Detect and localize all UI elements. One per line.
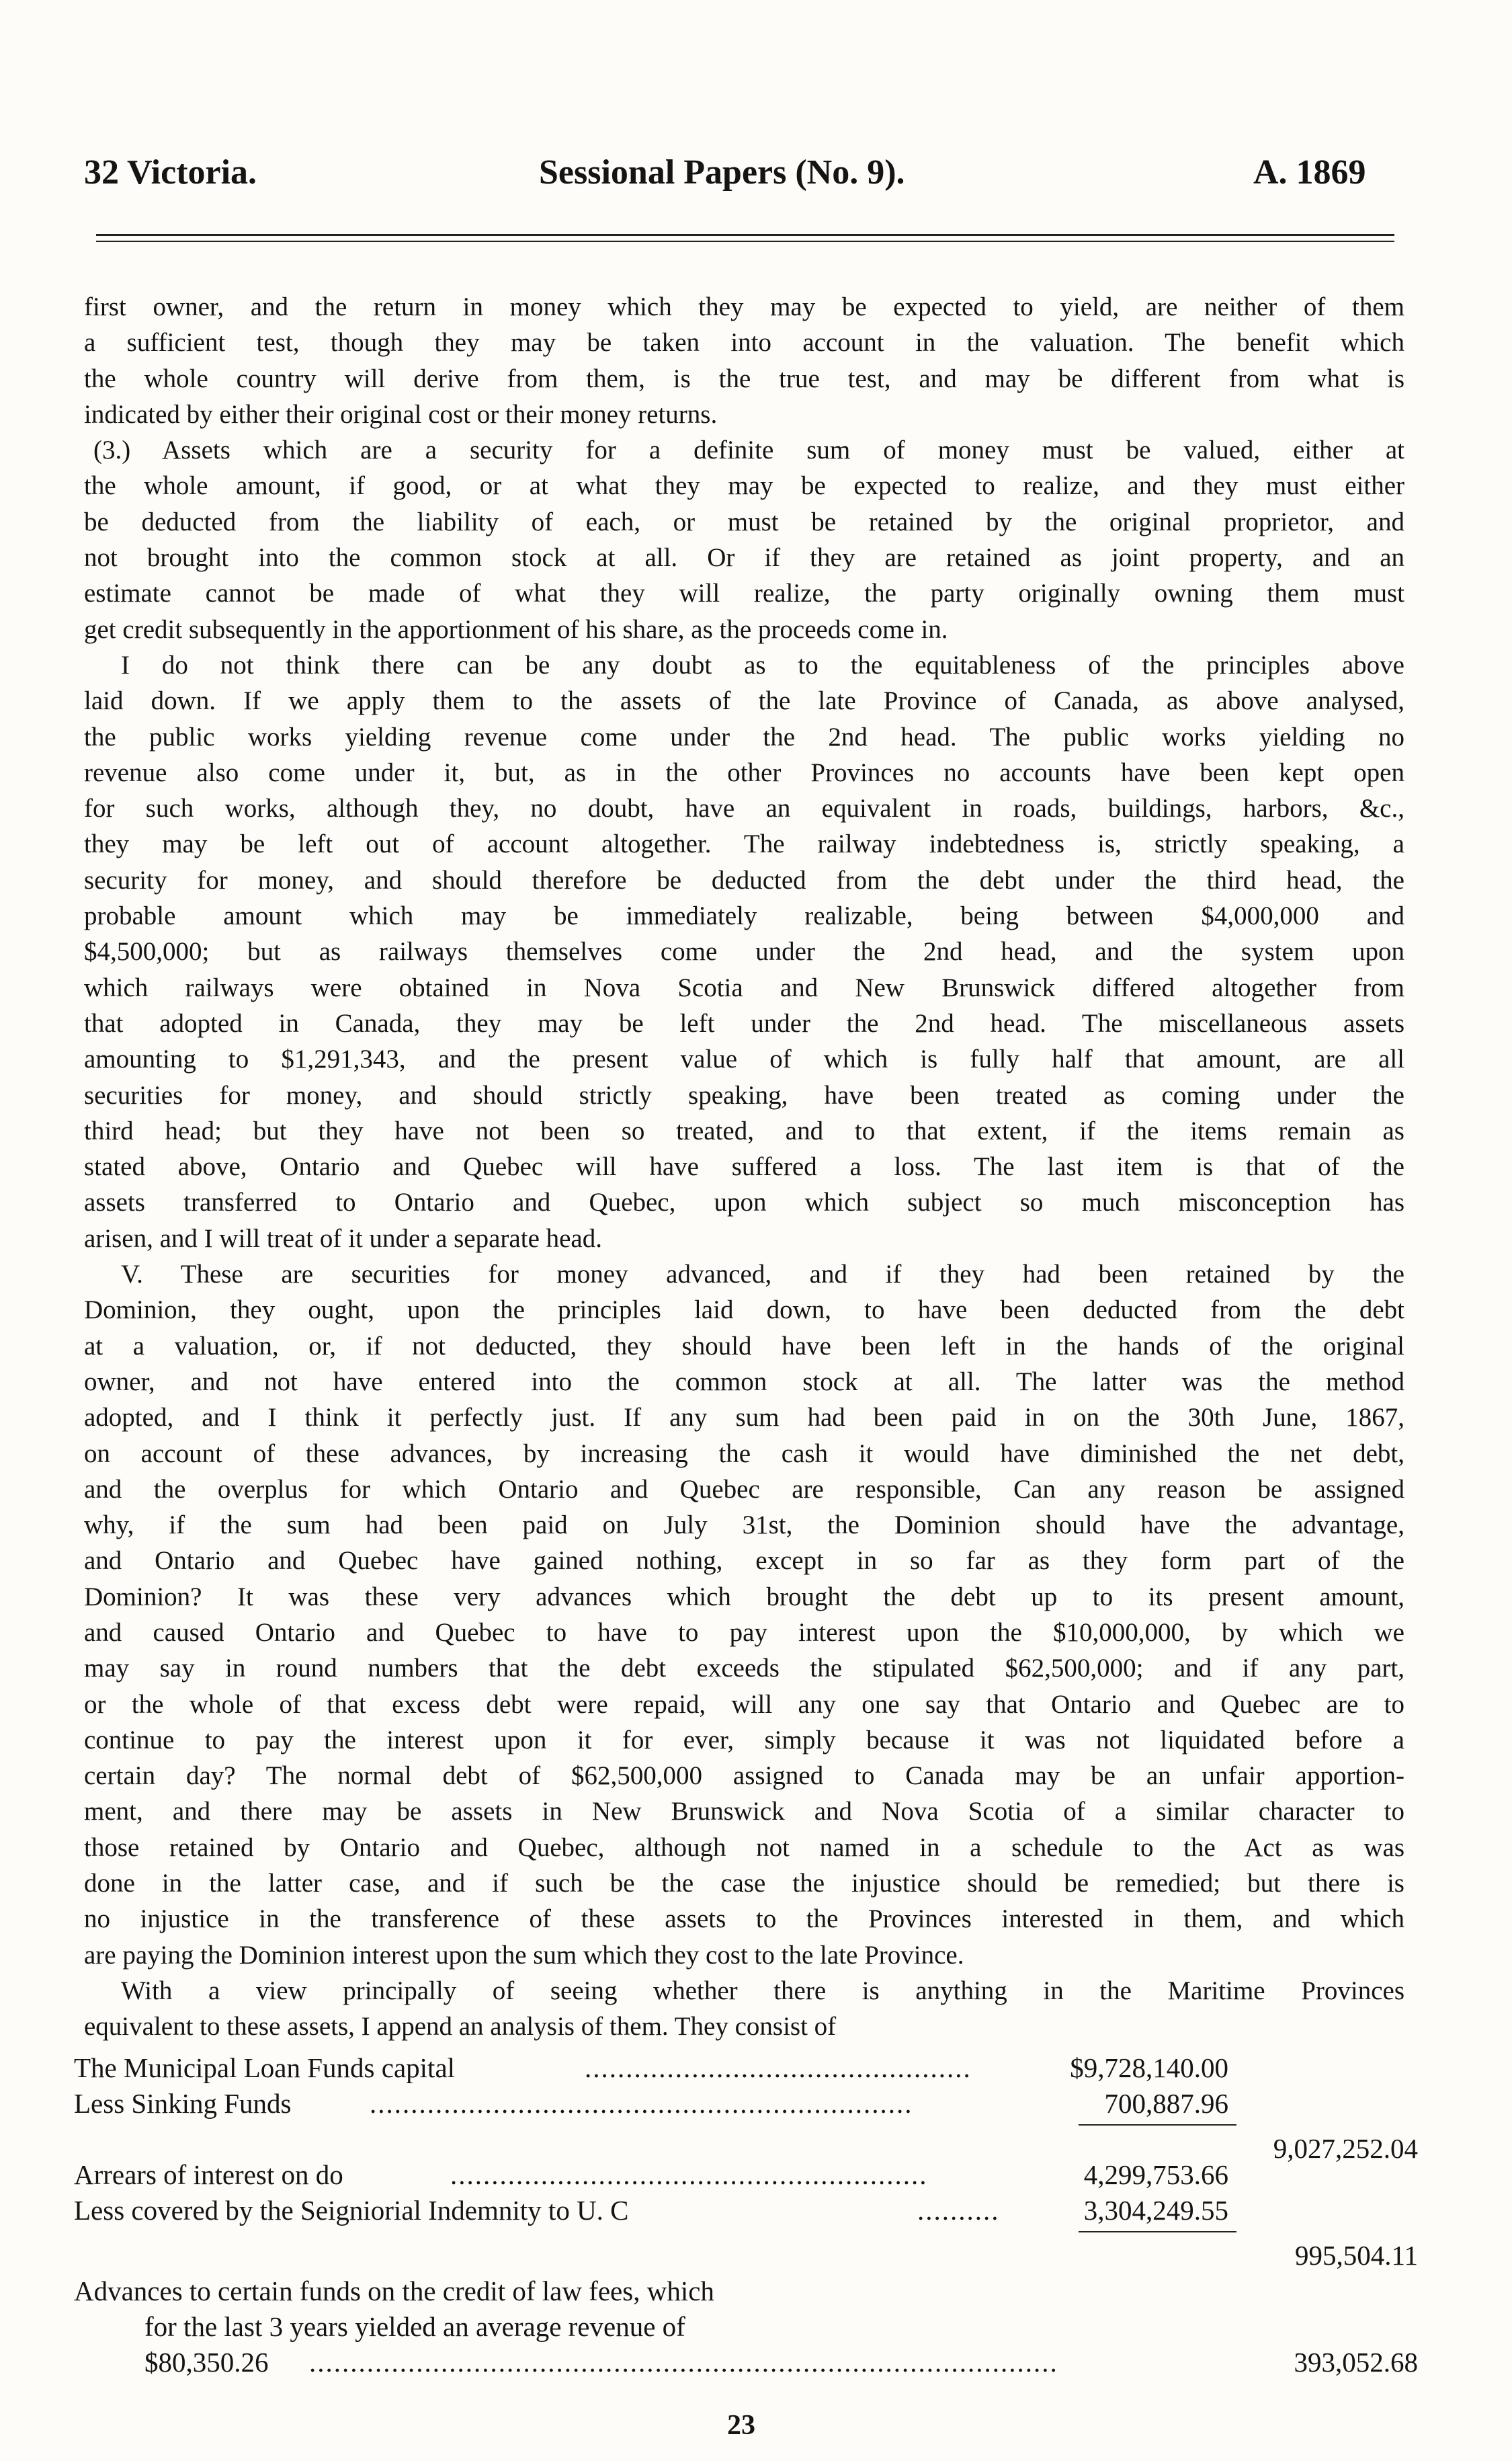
text-line: V. These are securities for money advanced, and if they had been retained by the: [121, 1260, 1404, 1289]
leader-dots: ...........................................................................................: [309, 2347, 1058, 2378]
schedule-label: $80,350.26: [144, 2347, 269, 2378]
text-line: certain day? The normal debt of $62,500,000 assigned to Canada may be an unfair apportion-: [84, 1761, 1404, 1791]
text-line: continue to pay the interest upon it for ever, simply because it was not liquidated before a: [84, 1725, 1404, 1754]
text-line: that adopted in Canada, they may be left under the 2nd head. The miscellaneous assets: [84, 1008, 1404, 1038]
header-rule-bottom: [96, 241, 1394, 242]
text-line: and Ontario and Quebec have gained nothing, except in so far as they form part of the: [84, 1546, 1404, 1576]
text-line: are paying the Dominion interest upon the sum which they cost to the late Province.: [84, 1940, 964, 1970]
text-line: indicated by either their original cost or their money returns.: [84, 399, 718, 429]
text-line: the whole country will derive from them, is the true test, and may be different from what is: [84, 364, 1404, 393]
text-line: amounting to $1,291,343, and the present value of which is fully half that amount, are all: [84, 1045, 1404, 1074]
page-number: 23: [727, 2410, 755, 2441]
text-line: those retained by Ontario and Quebec, although not named in a schedule to the Act as was: [84, 1832, 1404, 1862]
schedule-row: [74, 2345, 1418, 2380]
body-text: [84, 289, 1404, 2045]
text-line: equivalent to these assets, I append an analysis of them. They consist of: [84, 2012, 837, 2042]
text-line: owner, and not have entered into the common stock at all. The latter was the method: [84, 1367, 1404, 1396]
leader-dots: ..........: [917, 2195, 1000, 2226]
text-line: at a valuation, or, if not deducted, they should have been left in the hands of the original: [84, 1331, 1404, 1361]
text-line: laid down. If we apply them to the assets of the late Province of Canada, as above analysed,: [84, 686, 1404, 716]
schedule-label: Arrears of interest on do: [74, 2159, 343, 2190]
text-line: first owner, and the return in money which they may be expected to yield, are neither of them: [84, 292, 1404, 321]
text-line: why, if the sum had been paid on July 31st, the Dominion should have the advantage,: [84, 1510, 1404, 1540]
text-line: third head; but they have not been so treated, and to that extent, if the items remain as: [84, 1116, 1404, 1145]
schedule-label: Less covered by the Seigniorial Indemnity to U. C: [74, 2195, 629, 2226]
schedule-row: [74, 2157, 1418, 2193]
text-line: estimate cannot be made of what they will realize, the party originally owning them must: [84, 579, 1404, 608]
text-line: not brought into the common stock at all. Or if they are retained as joint property, and an: [84, 543, 1404, 573]
schedule-amount: $9,728,140.00: [1070, 2052, 1228, 2083]
text-line: arisen, and I will treat of it under a separate head.: [84, 1223, 602, 1253]
running-head-left: 32 Victoria.: [84, 153, 257, 192]
running-head-right: A. 1869: [1253, 153, 1366, 192]
text-line: on account of these advances, by increasing the cash it would have diminished the net debt,: [84, 1439, 1404, 1468]
text-line: a sufficient test, though they may be taken into account in the valuation. The benefit which: [84, 328, 1404, 358]
text-line: they may be left out of account altogether. The railway indebtedness is, strictly speaking, a: [84, 830, 1404, 859]
schedule-row: [74, 2086, 1418, 2122]
schedule-row: [74, 2050, 1418, 2086]
schedule-label: Less Sinking Funds: [74, 2088, 292, 2119]
text-line: the public works yielding revenue come under the 2nd head. The public works yielding no: [84, 722, 1404, 752]
text-line: I do not think there can be any doubt as to the equitableness of the principles above: [121, 650, 1404, 680]
leader-dots: ..................................................................: [370, 2088, 913, 2119]
schedule-row: [74, 2122, 1418, 2164]
schedule-amount: 700,887.96: [1104, 2088, 1228, 2119]
schedule-total: 393,052.68: [1294, 2347, 1418, 2378]
schedule-row: [74, 2309, 1418, 2345]
text-line: and the overplus for which Ontario and Quebec are responsible, Can any reason be assigned: [84, 1474, 1404, 1504]
schedule-label: Advances to certain funds on the credit of law fees, which: [74, 2275, 714, 2306]
text-line: adopted, and I think it perfectly just. If any sum had been paid in on the 30th June, 1867,: [84, 1403, 1404, 1433]
text-line: and caused Ontario and Quebec to have to pay interest upon the $10,000,000, by which we: [84, 1617, 1404, 1647]
text-line: Dominion? It was these very advances which brought the debt up to its present amount,: [84, 1582, 1404, 1611]
text-line: assets transferred to Ontario and Quebec, upon which subject so much misconception has: [84, 1188, 1404, 1217]
schedule-amount: 4,299,753.66: [1083, 2159, 1228, 2190]
text-line: (3.) Assets which are a security for a definite sum of money must be valued, either at: [93, 436, 1404, 465]
schedule-amount: 3,304,249.55: [1083, 2195, 1228, 2226]
text-line: Dominion, they ought, upon the principles laid down, to have been deducted from the debt: [84, 1295, 1404, 1325]
running-head-center: Sessional Papers (No. 9).: [539, 153, 905, 192]
text-line: no injustice in the transference of these assets to the Provinces interested in them, and which: [84, 1904, 1404, 1934]
text-line: security for money, and should therefore be deducted from the debt under the third head, the: [84, 865, 1404, 895]
schedule-label: The Municipal Loan Funds capital: [74, 2052, 456, 2083]
header-rule-top: [96, 234, 1394, 236]
leader-dots: ..........................................................: [450, 2159, 928, 2190]
text-line: ment, and there may be assets in New Brunswick and Nova Scotia of a similar character to: [84, 1797, 1404, 1826]
text-line: probable amount which may be immediately realizable, being between $4,000,000 and: [84, 901, 1404, 931]
text-line: which railways were obtained in Nova Scotia and New Brunswick differed altogether from: [84, 973, 1404, 1002]
schedule-total: 995,504.11: [1295, 2240, 1418, 2271]
text-line: may say in round numbers that the debt exceeds the stipulated $62,500,000; and if any part,: [84, 1654, 1404, 1683]
schedule-row: [74, 2273, 1418, 2309]
text-line: With a view principally of seeing whether there is anything in the Maritime Provinces: [121, 1976, 1404, 2005]
text-line: stated above, Ontario and Quebec will have suffered a loss. The last item is that of the: [84, 1152, 1404, 1182]
schedule-label: for the last 3 years yielded an average revenue of: [144, 2311, 685, 2342]
subtotal-rule: [1079, 2124, 1236, 2126]
text-line: the whole amount, if good, or at what they may be expected to realize, and they must either: [84, 471, 1404, 501]
text-line: get credit subsequently in the apportionment of his share, as the proceeds come in.: [84, 614, 948, 644]
subtotal-rule: [1079, 2231, 1236, 2232]
schedule-row: [74, 2228, 1418, 2271]
schedule-row: [74, 2193, 1418, 2228]
schedule-total: 9,027,252.04: [1273, 2133, 1418, 2164]
assets-schedule: [74, 2050, 1418, 2380]
text-line: or the whole of that excess debt were repaid, will any one say that Ontario and Quebec are to: [84, 1689, 1404, 1719]
text-line: securities for money, and should strictly speaking, have been treated as coming under the: [84, 1080, 1404, 1110]
text-line: done in the latter case, and if such be the case the injustice should be remedied; but there is: [84, 1869, 1404, 1898]
text-line: revenue also come under it, but, as in the other Provinces no accounts have been kept open: [84, 758, 1404, 787]
text-line: for such works, although they, no doubt, have an equivalent in roads, buildings, harbors, &c.,: [84, 794, 1404, 823]
leader-dots: ...............................................: [585, 2052, 972, 2083]
text-line: be deducted from the liability of each, or must be retained by the original proprietor, and: [84, 507, 1404, 536]
text-line: $4,500,000; but as railways themselves come under the 2nd head, and the system upon: [84, 937, 1404, 967]
